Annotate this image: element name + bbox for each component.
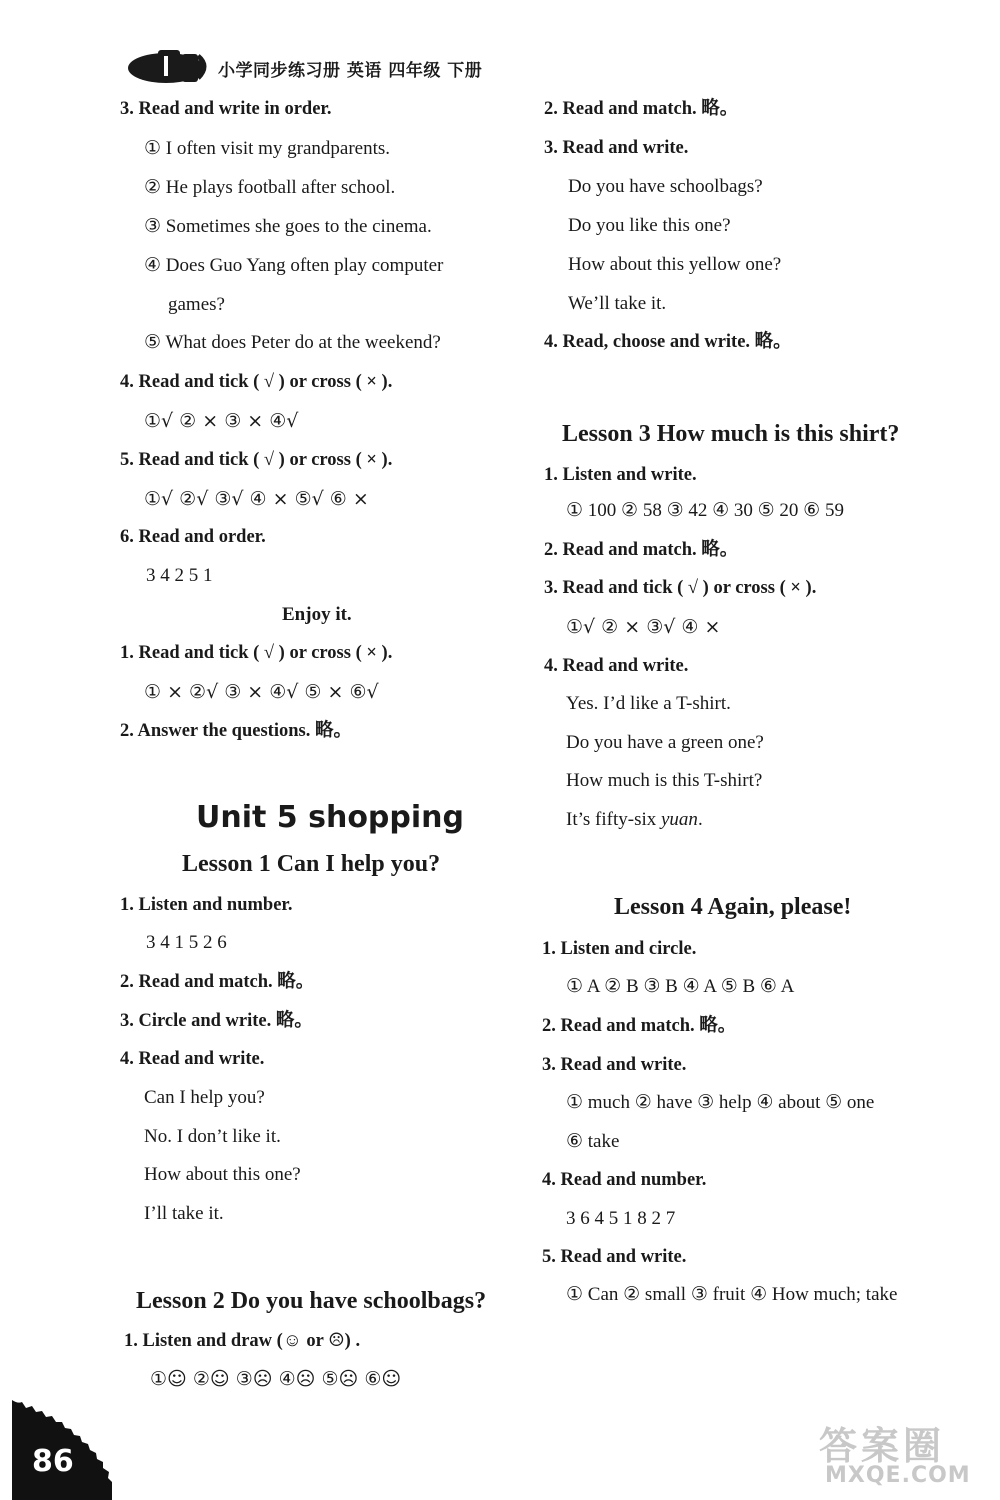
question-heading: 4. Read and write. — [544, 656, 689, 676]
watermark — [815, 1415, 995, 1495]
answer-line: We’ll take it. — [568, 293, 667, 314]
question-heading: 4. Read and write. — [120, 1049, 265, 1069]
currency-word: yuan — [661, 809, 698, 830]
answer-line: 3 4 1 5 2 6 — [146, 932, 227, 953]
answer-line: How about this yellow one? — [568, 254, 782, 275]
answer-line: ①√ ② × ③√ ④ × — [566, 616, 721, 638]
header-title: 小学同步练习册 英语 四年级 下册 — [218, 61, 483, 81]
answer-text: It’s fifty-six — [566, 809, 661, 830]
question-heading: 1. Listen and write. — [544, 465, 697, 485]
answer-line: ① I often visit my grandparents. — [144, 138, 391, 159]
answer-line: games? — [168, 294, 225, 315]
question-heading: 2. Answer the questions. 略。 — [120, 721, 352, 741]
answer-line: No. I don’t like it. — [144, 1126, 281, 1147]
question-heading: 3. Read and write. — [544, 138, 689, 158]
question-heading: 3. Read and tick ( √ ) or cross ( × ). — [544, 578, 817, 598]
question-heading: 2. Read and match. 略。 — [120, 972, 315, 992]
question-heading: 3. Read and write. — [542, 1055, 687, 1075]
question-heading: 1. Listen and circle. — [542, 939, 697, 959]
answer-line: Yes. I’d like a T-shirt. — [566, 693, 731, 714]
answer-line: ① 100 ② 58 ③ 42 ④ 30 ⑤ 20 ⑥ 59 — [566, 500, 844, 521]
answer-line: ① Can ② small ③ fruit ④ How much; take — [566, 1284, 898, 1305]
answer-line: ③ Sometimes she goes to the cinema. — [144, 216, 432, 237]
answer-line: ①√ ②√ ③√ ④ × ⑤√ ⑥ × — [144, 488, 369, 510]
answer-text: . — [697, 809, 703, 830]
question-heading: 2. Read and match. 略。 — [544, 99, 739, 119]
answer-line: ⑤ What does Peter do at the weekend? — [144, 332, 441, 353]
question-heading: 4. Read and number. — [542, 1170, 707, 1190]
watermark-top: 答案圈 — [819, 1424, 946, 1468]
answer-line: Can I help you? — [144, 1087, 265, 1108]
question-heading: 5. Read and tick ( √ ) or cross ( × ). — [120, 450, 393, 470]
answer-line: Do you like this one? — [568, 215, 731, 236]
answer-line: ① much ② have ③ help ④ about ⑤ one — [566, 1092, 875, 1113]
question-heading: 1. Listen and draw (☺ or ☹) . — [124, 1331, 361, 1351]
answer-line — [566, 808, 703, 832]
lesson-title: Lesson 1 Can I help you? — [182, 851, 441, 877]
question-heading: 3. Read and write in order. — [120, 99, 332, 119]
answer-line: ①√ ② × ③ × ④√ — [144, 410, 299, 432]
question-heading: 2. Read and match. 略。 — [544, 540, 739, 560]
question-heading: 4. Read and tick ( √ ) or cross ( × ). — [120, 372, 393, 392]
page-number — [32, 1444, 74, 1479]
answer-line: How much is this T-shirt? — [566, 770, 763, 791]
answer-line: ⑥ take — [566, 1131, 620, 1152]
answer-line: 3 6 4 5 1 8 2 7 — [566, 1208, 676, 1229]
question-heading: 3. Circle and write. 略。 — [120, 1011, 313, 1031]
answer-line: ① × ②√ ③ × ④√ ⑤ × ⑥√ — [144, 681, 379, 703]
answer-line: ①☺ ②☺ ③☹ ④☹ ⑤☹ ⑥☺ — [150, 1368, 402, 1390]
unit-title: Unit 5 shopping — [196, 800, 464, 835]
watermark-bottom: MXQE.COM — [825, 1463, 971, 1488]
answer-line: How about this one? — [144, 1164, 301, 1185]
lesson-title: Lesson 4 Again, please! — [614, 894, 852, 920]
answer-line: ① A ② B ③ B ④ A ⑤ B ⑥ A — [566, 976, 795, 997]
section-heading: Enjoy it. — [282, 604, 352, 625]
question-heading: 1. Read and tick ( √ ) or cross ( × ). — [120, 643, 393, 663]
answer-line: ④ Does Guo Yang often play computer — [144, 255, 444, 276]
page-number-text: 86 — [32, 1444, 74, 1479]
answer-line: 3 4 2 5 1 — [146, 565, 213, 586]
question-heading: 2. Read and match. 略。 — [542, 1016, 737, 1036]
lesson-title: Lesson 2 Do you have schoolbags? — [136, 1288, 487, 1314]
question-heading: 5. Read and write. — [542, 1247, 687, 1267]
answer-line: ② He plays football after school. — [144, 177, 396, 198]
lesson-title: Lesson 3 How much is this shirt? — [562, 421, 900, 447]
answer-line: I’ll take it. — [144, 1203, 224, 1224]
page-header — [128, 46, 548, 90]
book-logo-icon — [128, 46, 212, 86]
answer-line: Do you have a green one? — [566, 732, 764, 753]
question-heading: 4. Read, choose and write. 略。 — [544, 332, 792, 352]
question-heading: 6. Read and order. — [120, 527, 266, 547]
question-heading: 1. Listen and number. — [120, 895, 293, 915]
answer-line: Do you have schoolbags? — [568, 176, 763, 197]
